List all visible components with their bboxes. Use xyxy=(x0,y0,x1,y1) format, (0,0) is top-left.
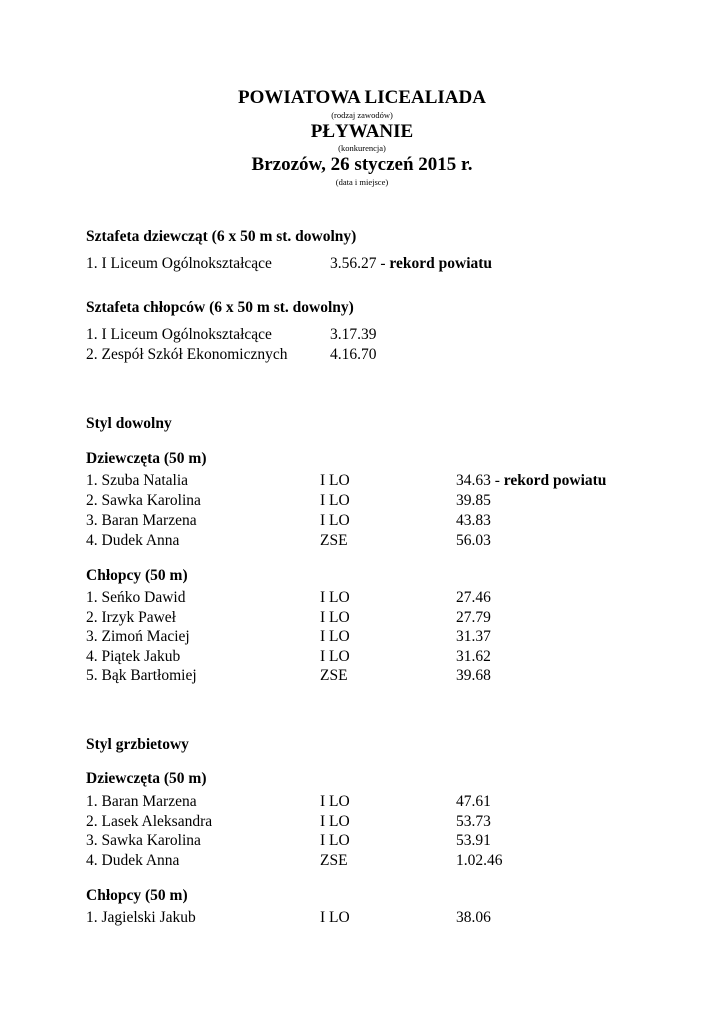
athlete-name: 4. Dudek Anna xyxy=(86,852,180,869)
athlete-name: 1. Jagielski Jakub xyxy=(86,909,196,926)
result-time: 3.17.39 xyxy=(330,326,377,343)
school: ZSE xyxy=(320,532,348,549)
document-title-note: (rodzaj zawodów) xyxy=(331,110,393,120)
result-time: 1.02.46 xyxy=(456,852,503,869)
date-place: Brzozów, 26 styczeń 2015 r. xyxy=(251,154,473,175)
school: ZSE xyxy=(320,667,348,684)
result-time: 47.61 xyxy=(456,793,491,810)
school: I LO xyxy=(320,648,350,665)
school: I LO xyxy=(320,628,350,645)
school: ZSE xyxy=(320,852,348,869)
athlete-name: 2. Lasek Aleksandra xyxy=(86,813,213,830)
school: I LO xyxy=(320,609,350,626)
athlete-name: 4. Piątek Jakub xyxy=(86,648,181,665)
school: I LO xyxy=(320,512,350,529)
freestyle-boys-heading: Chłopcy (50 m) xyxy=(86,567,188,584)
backstroke-heading: Styl grzbietowy xyxy=(86,736,189,753)
school: I LO xyxy=(320,492,350,509)
relay-boys-heading: Sztafeta chłopców (6 x 50 m st. dowolny) xyxy=(86,299,354,316)
school: I LO xyxy=(320,909,350,926)
record-label: rekord powiatu xyxy=(503,472,607,489)
school: I LO xyxy=(320,472,350,489)
record-label: rekord powiatu xyxy=(389,255,493,272)
document-title: POWIATOWA LICEALIADA xyxy=(238,87,486,108)
result-time: 3.56.27 - rekord powiatu xyxy=(330,255,493,272)
result-time: 39.85 xyxy=(456,492,491,509)
result-time: 43.83 xyxy=(456,512,491,529)
backstroke-girls-heading: Dziewczęta (50 m) xyxy=(86,770,207,787)
result-time: 31.37 xyxy=(456,628,491,645)
team-name: 2. Zespół Szkół Ekonomicznych xyxy=(86,346,288,363)
athlete-name: 3. Sawka Karolina xyxy=(86,832,201,849)
school: I LO xyxy=(320,813,350,830)
discipline-note: (konkurencja) xyxy=(338,143,386,153)
result-time: 27.79 xyxy=(456,609,491,626)
result-time: 4.16.70 xyxy=(330,346,377,363)
result-time: 34.63 - rekord powiatu xyxy=(456,472,607,489)
athlete-name: 2. Sawka Karolina xyxy=(86,492,201,509)
result-time: 53.73 xyxy=(456,813,491,830)
school: I LO xyxy=(320,832,350,849)
result-time: 27.46 xyxy=(456,589,491,606)
athlete-name: 1. Baran Marzena xyxy=(86,793,197,810)
freestyle-heading: Styl dowolny xyxy=(86,415,172,432)
athlete-name: 1. Szuba Natalia xyxy=(86,472,189,489)
result-time: 53.91 xyxy=(456,832,491,849)
team-name: 1. I Liceum Ogólnokształcące xyxy=(86,326,272,343)
athlete-name: 1. Seńko Dawid xyxy=(86,589,186,606)
result-time: 38.06 xyxy=(456,909,491,926)
school: I LO xyxy=(320,793,350,810)
athlete-name: 2. Irzyk Paweł xyxy=(86,609,176,626)
discipline-title: PŁYWANIE xyxy=(310,121,414,142)
result-time: 39.68 xyxy=(456,667,491,684)
backstroke-boys-heading: Chłopcy (50 m) xyxy=(86,887,188,904)
result-time: 31.62 xyxy=(456,648,491,665)
date-place-note: (data i miejsce) xyxy=(335,177,389,187)
school: I LO xyxy=(320,589,350,606)
athlete-name: 4. Dudek Anna xyxy=(86,532,180,549)
athlete-name: 3. Baran Marzena xyxy=(86,512,197,529)
athlete-name: 5. Bąk Bartłomiej xyxy=(86,667,197,684)
freestyle-girls-heading: Dziewczęta (50 m) xyxy=(86,450,207,467)
team-name: 1. I Liceum Ogólnokształcące xyxy=(86,255,272,272)
athlete-name: 3. Zimoń Maciej xyxy=(86,628,190,645)
result-time: 56.03 xyxy=(456,532,491,549)
relay-girls-heading: Sztafeta dziewcząt (6 x 50 m st. dowolny) xyxy=(86,228,357,245)
